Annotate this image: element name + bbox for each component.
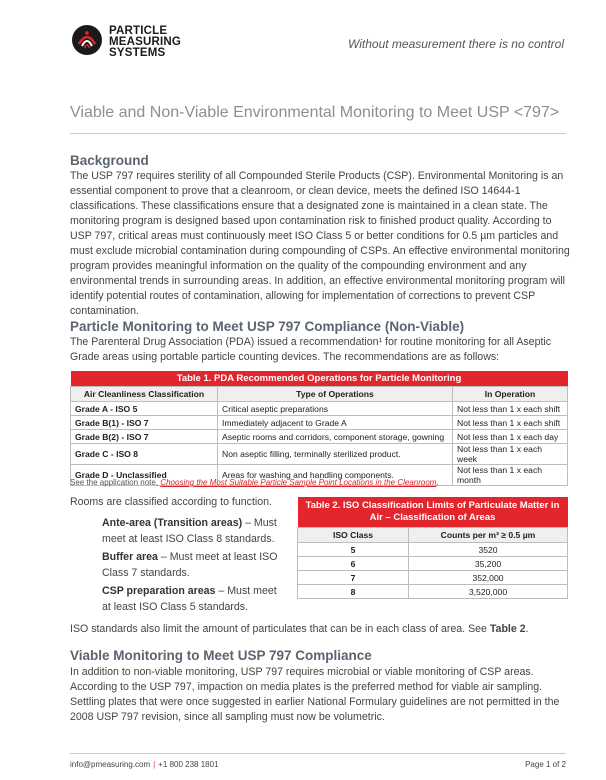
particle-paragraph: The Parenteral Drug Association (PDA) issued a recommendation¹ for routine monitoring for all Aseptic Grade areas using portable particle counting devices. The recommendations are as follows: [70,336,552,363]
table-cell: Grade B(1) - ISO 7 [71,416,218,430]
table-cell: Non aseptic filling, terminally sterilized product. [218,444,453,465]
table2-header: Counts per m³ ≥ 0.5 µm [409,528,568,543]
csp-area-item [102,583,282,615]
area-desc: – Must meet at least ISO Class 8 standards. [102,517,277,545]
particle-logo-icon [71,24,103,56]
footer-contact [70,760,219,769]
table-cell: 5 [298,543,409,557]
buffer-area-item [102,549,282,581]
application-note [70,478,439,487]
area-name: Ante-area (Transition areas) [102,517,243,529]
ante-area-item [102,515,282,547]
table-cell: Aseptic rooms and corridors, component storage, gowning [218,430,453,444]
area-desc: – Must meet at least ISO Class 7 standards. [102,551,278,579]
table-pda-operations [70,371,568,486]
table1-header: Air Cleanliness Classification [71,387,218,402]
area-name: CSP preparation areas [102,585,216,597]
table-iso-limits [297,497,568,599]
table1-header: Type of Operations [218,387,453,402]
table-row [298,585,568,599]
table-row [71,444,568,465]
table-row [298,557,568,571]
table-cell: Grade A - ISO 5 [71,402,218,416]
iso-line-end: . [525,623,529,635]
table-row [298,543,568,557]
particle-heading: Particle Monitoring to Meet USP 797 Compliance (Non-Viable) [70,319,465,334]
logo-wordmark: PARTICLE MEASURING SYSTEMS [109,25,182,59]
footer-separator: | [153,760,156,769]
viable-heading: Viable Monitoring to Meet USP 797 Compliance [70,648,372,663]
table-cell: 7 [298,571,409,585]
table-row [298,571,568,585]
table-cell: 6 [298,557,409,571]
table-cell: Not less than 1 x each shift [453,402,568,416]
background-paragraph: The USP 797 requires sterility of all Compounded Sterile Products (CSP). Environmental Monitoring is an essential component to prove that a cleanroom, or clean device, meets the defined ISO 14644-1 classifications. These classifications ensure that a designated zone is maintained in a clean state. The monitoring program is designed based upon contamination risk to finished product quality. According to USP 797, critical areas must continuously meet ISO Class 5 or better conditions for 0.5 µm particles and must exclude microbial contamination during compounding of CSPs. An effective environmental monitoring program provides meaningful information on the quality of the compounding environment and any environmental trends in surrounding areas. In addition, an effective environmental monitoring program will identify potential routes of contamination, allowing for implementation of corrections to prevent CSP contamination. [70,170,570,317]
note-suffix: . [436,478,439,487]
table-cell: Grade D - Unclassified [71,465,218,486]
company-logo [71,22,221,72]
footer-email[interactable]: info@pmeasuring.com [70,760,151,769]
background-heading: Background [70,153,149,168]
area-name: Buffer area [102,551,158,563]
table-cell: Areas for washing and handling components. [218,465,453,486]
table-cell: Grade C - ISO 8 [71,444,218,465]
table2-reference: Table 2 [489,623,526,635]
table-cell: Grade B(2) - ISO 7 [71,430,218,444]
table1-header: In Operation [453,387,568,402]
table-cell: Not less than 1 x each shift [453,416,568,430]
table-cell: 3,520,000 [409,585,568,599]
viable-paragraph: In addition to non-viable monitoring, USP 797 requires microbial or viable monitoring of CSP areas. According to the USP 797, impaction on media plates is the preferred method for viable air sampling. Settling plates that were once suggested in earlier National Formulary guidelines are not permitted in the 2008 USP 797 revision, since all sampling must now be volumetric. [70,666,560,723]
application-note-link[interactable]: Choosing the Most Suitable Particle Sample Point Locations in the Cleanroom [160,478,437,487]
table-cell: 352,000 [409,571,568,585]
page-title: Viable and Non-Viable Environmental Monitoring to Meet USP <797> [70,104,560,121]
iso-line-text: ISO standards also limit the amount of particulates that can be in each class of area. See [70,623,490,635]
table1-caption: Table 1. PDA Recommended Operations for Particle Monitoring [71,371,568,387]
table-row [71,402,568,416]
table-cell: Not less than 1 x each day [453,430,568,444]
table-cell: Critical aseptic preparations [218,402,453,416]
rooms-intro: Rooms are classified according to function. [70,496,272,508]
table-cell: Not less than 1 x each week [453,444,568,465]
title-divider [70,133,566,134]
table-cell: 35,200 [409,557,568,571]
table-row [71,430,568,444]
page-number: Page 1 of 2 [525,760,566,769]
note-prefix: See the application note, [70,478,159,487]
table-cell: Not less than 1 x each month [453,465,568,486]
table-cell: 8 [298,585,409,599]
table-row [71,416,568,430]
table2-header: ISO Class [298,528,409,543]
footer-phone: +1 800 238 1801 [158,760,219,769]
table-cell: 3520 [409,543,568,557]
table2-caption: Table 2. ISO Classification Limits of Particulate Matter in Air – Classification of Areas [298,497,568,528]
table-cell: Immediately adjacent to Grade A [218,416,453,430]
iso-standards-line [70,622,570,637]
area-desc: – Must meet at least ISO Class 5 standards. [102,585,277,613]
footer-divider [70,753,566,754]
tagline: Without measurement there is no control [348,37,564,51]
